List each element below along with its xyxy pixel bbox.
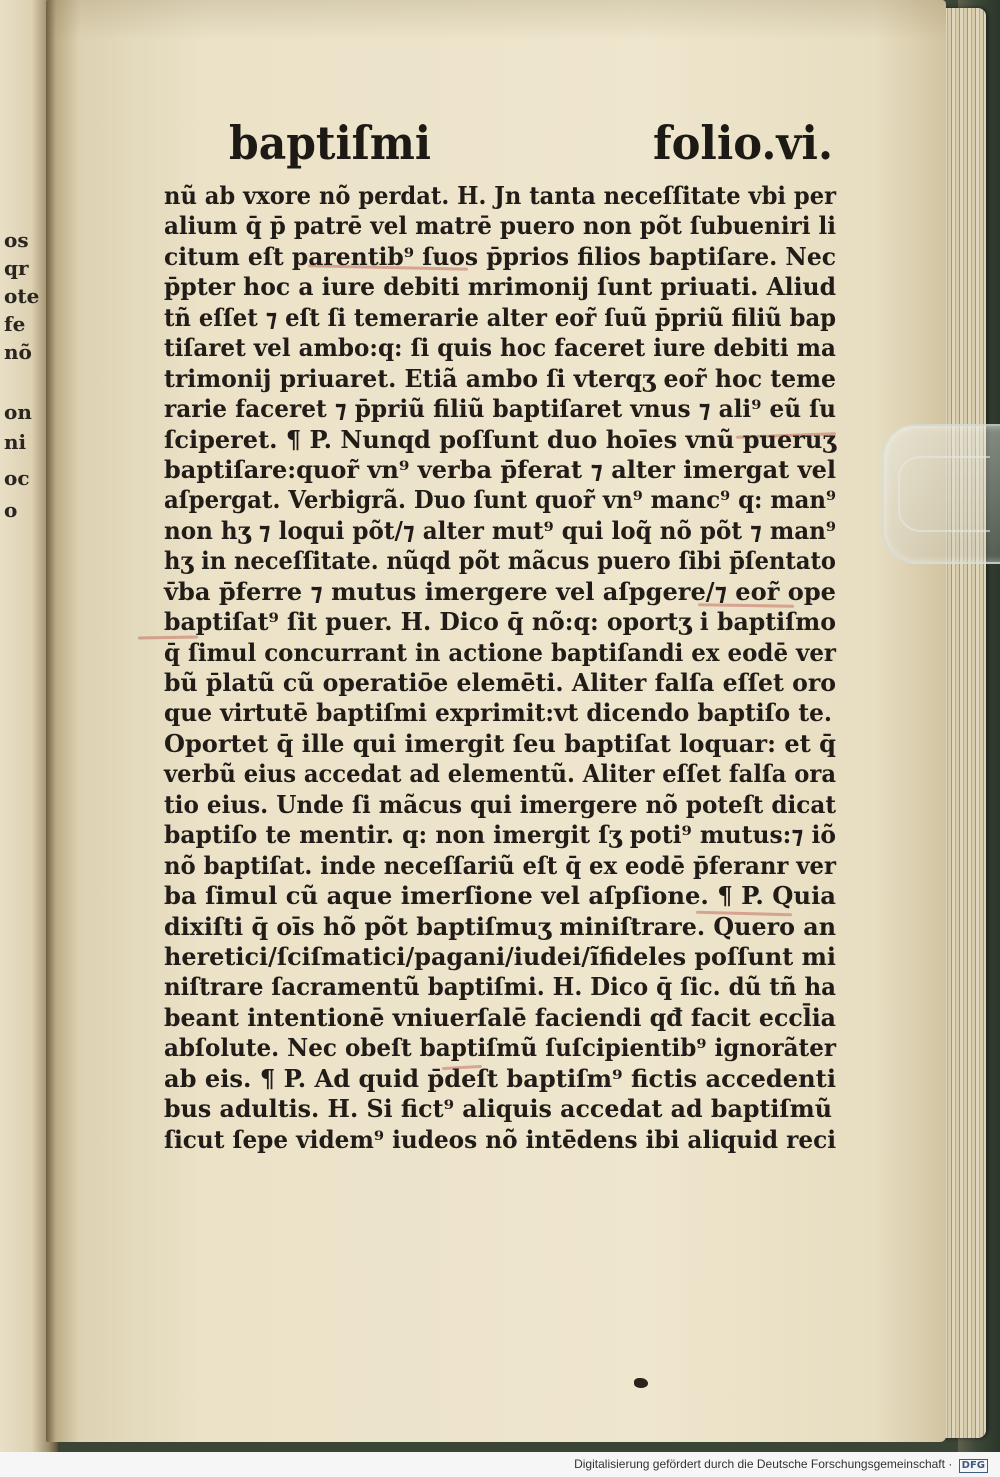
text-line: bũ p̄latũ cũ operatiōe elemēti. Aliter falſa eſſet oro — [164, 668, 836, 697]
text-block — [164, 181, 836, 1155]
text-line: ab eis. ¶ P. Ad quid p̄deſt baptiſm⁹ fictis accedenti — [164, 1063, 836, 1093]
text-line: q̄ ſimul concurrant in actione baptiſandi ex eodē ver — [164, 637, 836, 667]
text-line: tñ eſſet ⁊ eſt ſi temerarie alter eor̃ ſuũ p̄priũ filiũ bap — [164, 302, 836, 332]
text-line: ba ſimul cũ aque imerſione vel aſpſione. ¶ P. Quia — [164, 881, 836, 911]
book-page — [46, 0, 946, 1442]
text-line: tio eius. Unde ſi mãcus qui imergere nõ poteſt dicat — [164, 789, 836, 819]
facing-page-fragment: fe — [4, 312, 26, 336]
facing-page-fragment: os — [4, 228, 29, 252]
footer-credit-line — [574, 1457, 988, 1473]
text-line: baptiſat⁹ ſit puer. H. Dico q̄ nõ:q: oportʒ i baptiſmo — [164, 607, 836, 637]
text-line: ſicut ſepe videm⁹ iudeos nõ intēdens ibi aliquid reci — [164, 1124, 836, 1154]
text-line: heretici/ſciſmatici/pagani/iudei/ĩfideles poſſunt mi — [164, 941, 836, 971]
text-line: trimonij priuaret. Etiã ambo ſi vterqʒ eor̃ hoc teme — [164, 363, 836, 393]
text-line: nõ baptiſat. inde neceſſariũ eſt q̄ ex eodē p̄feranr ver — [164, 850, 836, 880]
facing-page-fragment: nõ — [4, 340, 32, 364]
text-line: aſpergat. Verbigrã. Duo ſunt quor̃ vn⁹ manc⁹ q: man⁹ — [164, 485, 836, 515]
text-line: niſtrare ſacramentũ baptiſmi. H. Dico q̄ ſic. dũ tñ ha — [164, 972, 836, 1002]
page-edges — [940, 8, 986, 1438]
text-line: citum eſt parentib⁹ ſuos p̄prios filios baptiſare. Nec — [164, 241, 836, 271]
footer-separator: · — [948, 1457, 953, 1471]
text-line: tiſaret vel ambo:q: ſi quis hoc faceret iure debiti ma — [164, 333, 836, 363]
text-line: ſciperet. ¶ P. Nunqd poſſunt duo hoīes vnũ pueruʒ — [164, 424, 837, 454]
text-line: beant intentionē vniuerſalē faciendi qđ facit eccl̄ia — [164, 1002, 836, 1032]
footer-bar — [0, 1452, 1000, 1477]
text-line: v̄ba p̄ferre ⁊ mutus imergere vel aſpgere/⁊ eor̃ ope — [164, 576, 836, 606]
footer-credit: Digitalisierung gefördert durch die Deutsche Forschungsgemeinschaft — [574, 1457, 945, 1471]
text-line: rarie faceret ⁊ p̄priũ filiũ baptiſaret vnus ⁊ ali⁹ eũ ſu — [164, 394, 836, 424]
text-line: que virtutē baptiſmi exprimit:vt dicendo baptiſo te. — [164, 698, 832, 728]
page-clip-inner — [898, 456, 990, 532]
text-line: verbũ eius accedat ad elementũ. Aliter eſſet falſa ora — [164, 759, 836, 789]
running-title: baptiſmi — [229, 116, 431, 170]
text-line: Oportet q̄ ille qui imergit ſeu baptiſat loquar: et q̄ — [164, 728, 836, 758]
page-clip — [882, 424, 1000, 564]
text-line: dixiſti q̄ oīs hõ põt baptiſmuʒ miniſtrare. Quero an — [164, 911, 836, 941]
text-line: abſolute. Nec obeſt baptiſmũ ſuſcipientib⁹ ignorãter — [164, 1033, 836, 1063]
text-line: alium q̄ p̄ patrē vel matrē puero non põt ſubueniri li — [164, 211, 836, 241]
text-line: baptiſo te mentir. q: non imergit ſʒ poti⁹ mutus:⁊ iõ — [164, 820, 836, 850]
dfg-logo-icon: DFG — [959, 1459, 988, 1473]
text-line: p̄pter hoc a iure debiti mrimonij ſunt priuati. Aliud — [164, 272, 836, 302]
facing-page-fragment: ni — [4, 430, 27, 454]
facing-page-fragment: o — [4, 498, 18, 522]
text-line: bus adultis. H. Si fict⁹ aliquis accedat ad baptiſmũ — [164, 1094, 832, 1124]
facing-page-fragment: on — [4, 400, 32, 424]
facing-page-fragment: oc — [4, 466, 30, 490]
facing-page-fragment: ote — [4, 284, 40, 308]
text-line: non hʒ ⁊ loqui põt/⁊ alter mut⁹ qui loq̃ nõ põt ⁊ man⁹ — [164, 515, 836, 545]
binding-thread — [634, 1378, 648, 1388]
folio-number: folio.vi. — [653, 116, 833, 170]
text-line: hʒ in neceſſitate. nũqd põt mãcus puero ſibi p̄ſentato — [164, 546, 836, 576]
facing-page-fragment: qr — [4, 256, 29, 280]
text-line: nũ ab vxore nõ perdat. H. Jn tanta neceſſitate vbi per — [164, 181, 836, 210]
text-line: baptiſare:quor̃ vn⁹ verba p̄ferat ⁊ alter imergat vel — [164, 454, 836, 484]
